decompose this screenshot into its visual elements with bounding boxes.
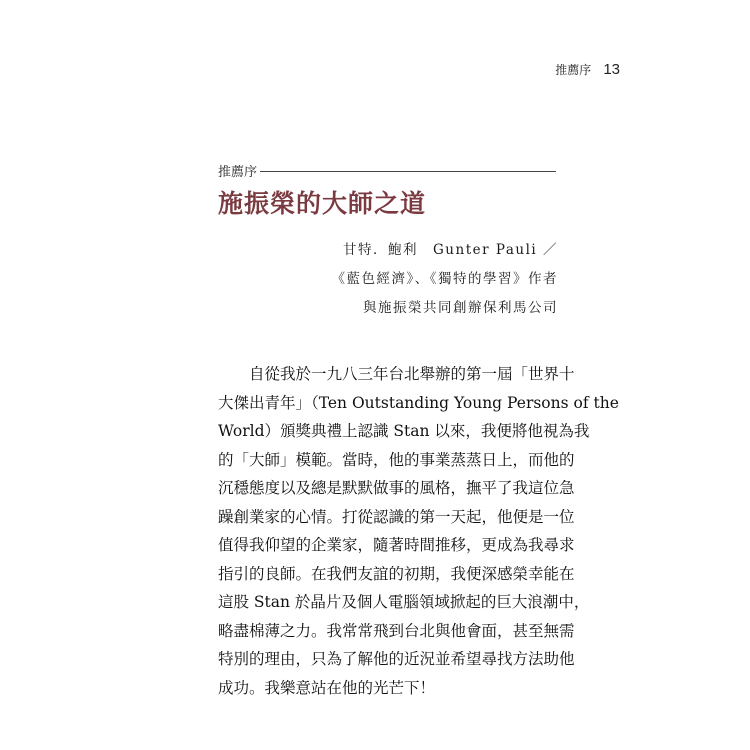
body-line: 這股 Stan 於晶片及個人電腦領域掀起的巨大浪潮中， — [218, 593, 590, 611]
section-label: 推薦序 — [218, 164, 258, 180]
body-line: World）頒獎典禮上認識 Stan 以來，我便將他視為我 — [218, 422, 590, 440]
page-number: 13 — [603, 61, 620, 78]
section-label-row — [218, 160, 556, 180]
body-line: 沉穩態度以及總是默默做事的風格，撫平了我這位急 — [218, 479, 575, 497]
body-line: 指引的良師。在我們友誼的初期，我便深感榮幸能在 — [218, 564, 575, 583]
body-line: 自從我於一九八三年台北舉辦的第一屆「世界十 — [249, 365, 575, 383]
body-line: 大傑出青年」（Ten Outstanding Young Persons of the — [218, 393, 619, 412]
body-line: 成功。我樂意站在他的光芒下！ — [218, 678, 436, 697]
section-rule — [260, 171, 556, 172]
body-line: 略盡棉薄之力。我常常飛到台北與他會面，甚至無需 — [218, 621, 575, 640]
running-header-section: 推薦序 — [555, 63, 592, 77]
byline-author: 甘特．鮑利 Gunter Pauli ／ — [343, 242, 558, 258]
byline-books: 《藍色經濟》、《獨特的學習》作者 — [331, 271, 558, 287]
body-line: 特別的理由，只為了解他的近況並希望尋找方法助他 — [218, 650, 575, 668]
body-line: 值得我仰望的企業家，隨著時間推移，更成為我尋求 — [218, 536, 575, 554]
body-line: 的「大師」模範。當時，他的事業蒸蒸日上，而他的 — [218, 450, 575, 469]
body-line: 躁創業家的心情。打從認識的第一天起，他便是一位 — [218, 507, 575, 526]
byline — [332, 236, 559, 323]
chapter-title: 施振榮的大師之道 — [218, 189, 427, 218]
running-header — [480, 61, 620, 85]
byline-company: 與施振榮共同創辦保利馬公司 — [363, 300, 558, 316]
body-paragraph — [218, 360, 619, 702]
